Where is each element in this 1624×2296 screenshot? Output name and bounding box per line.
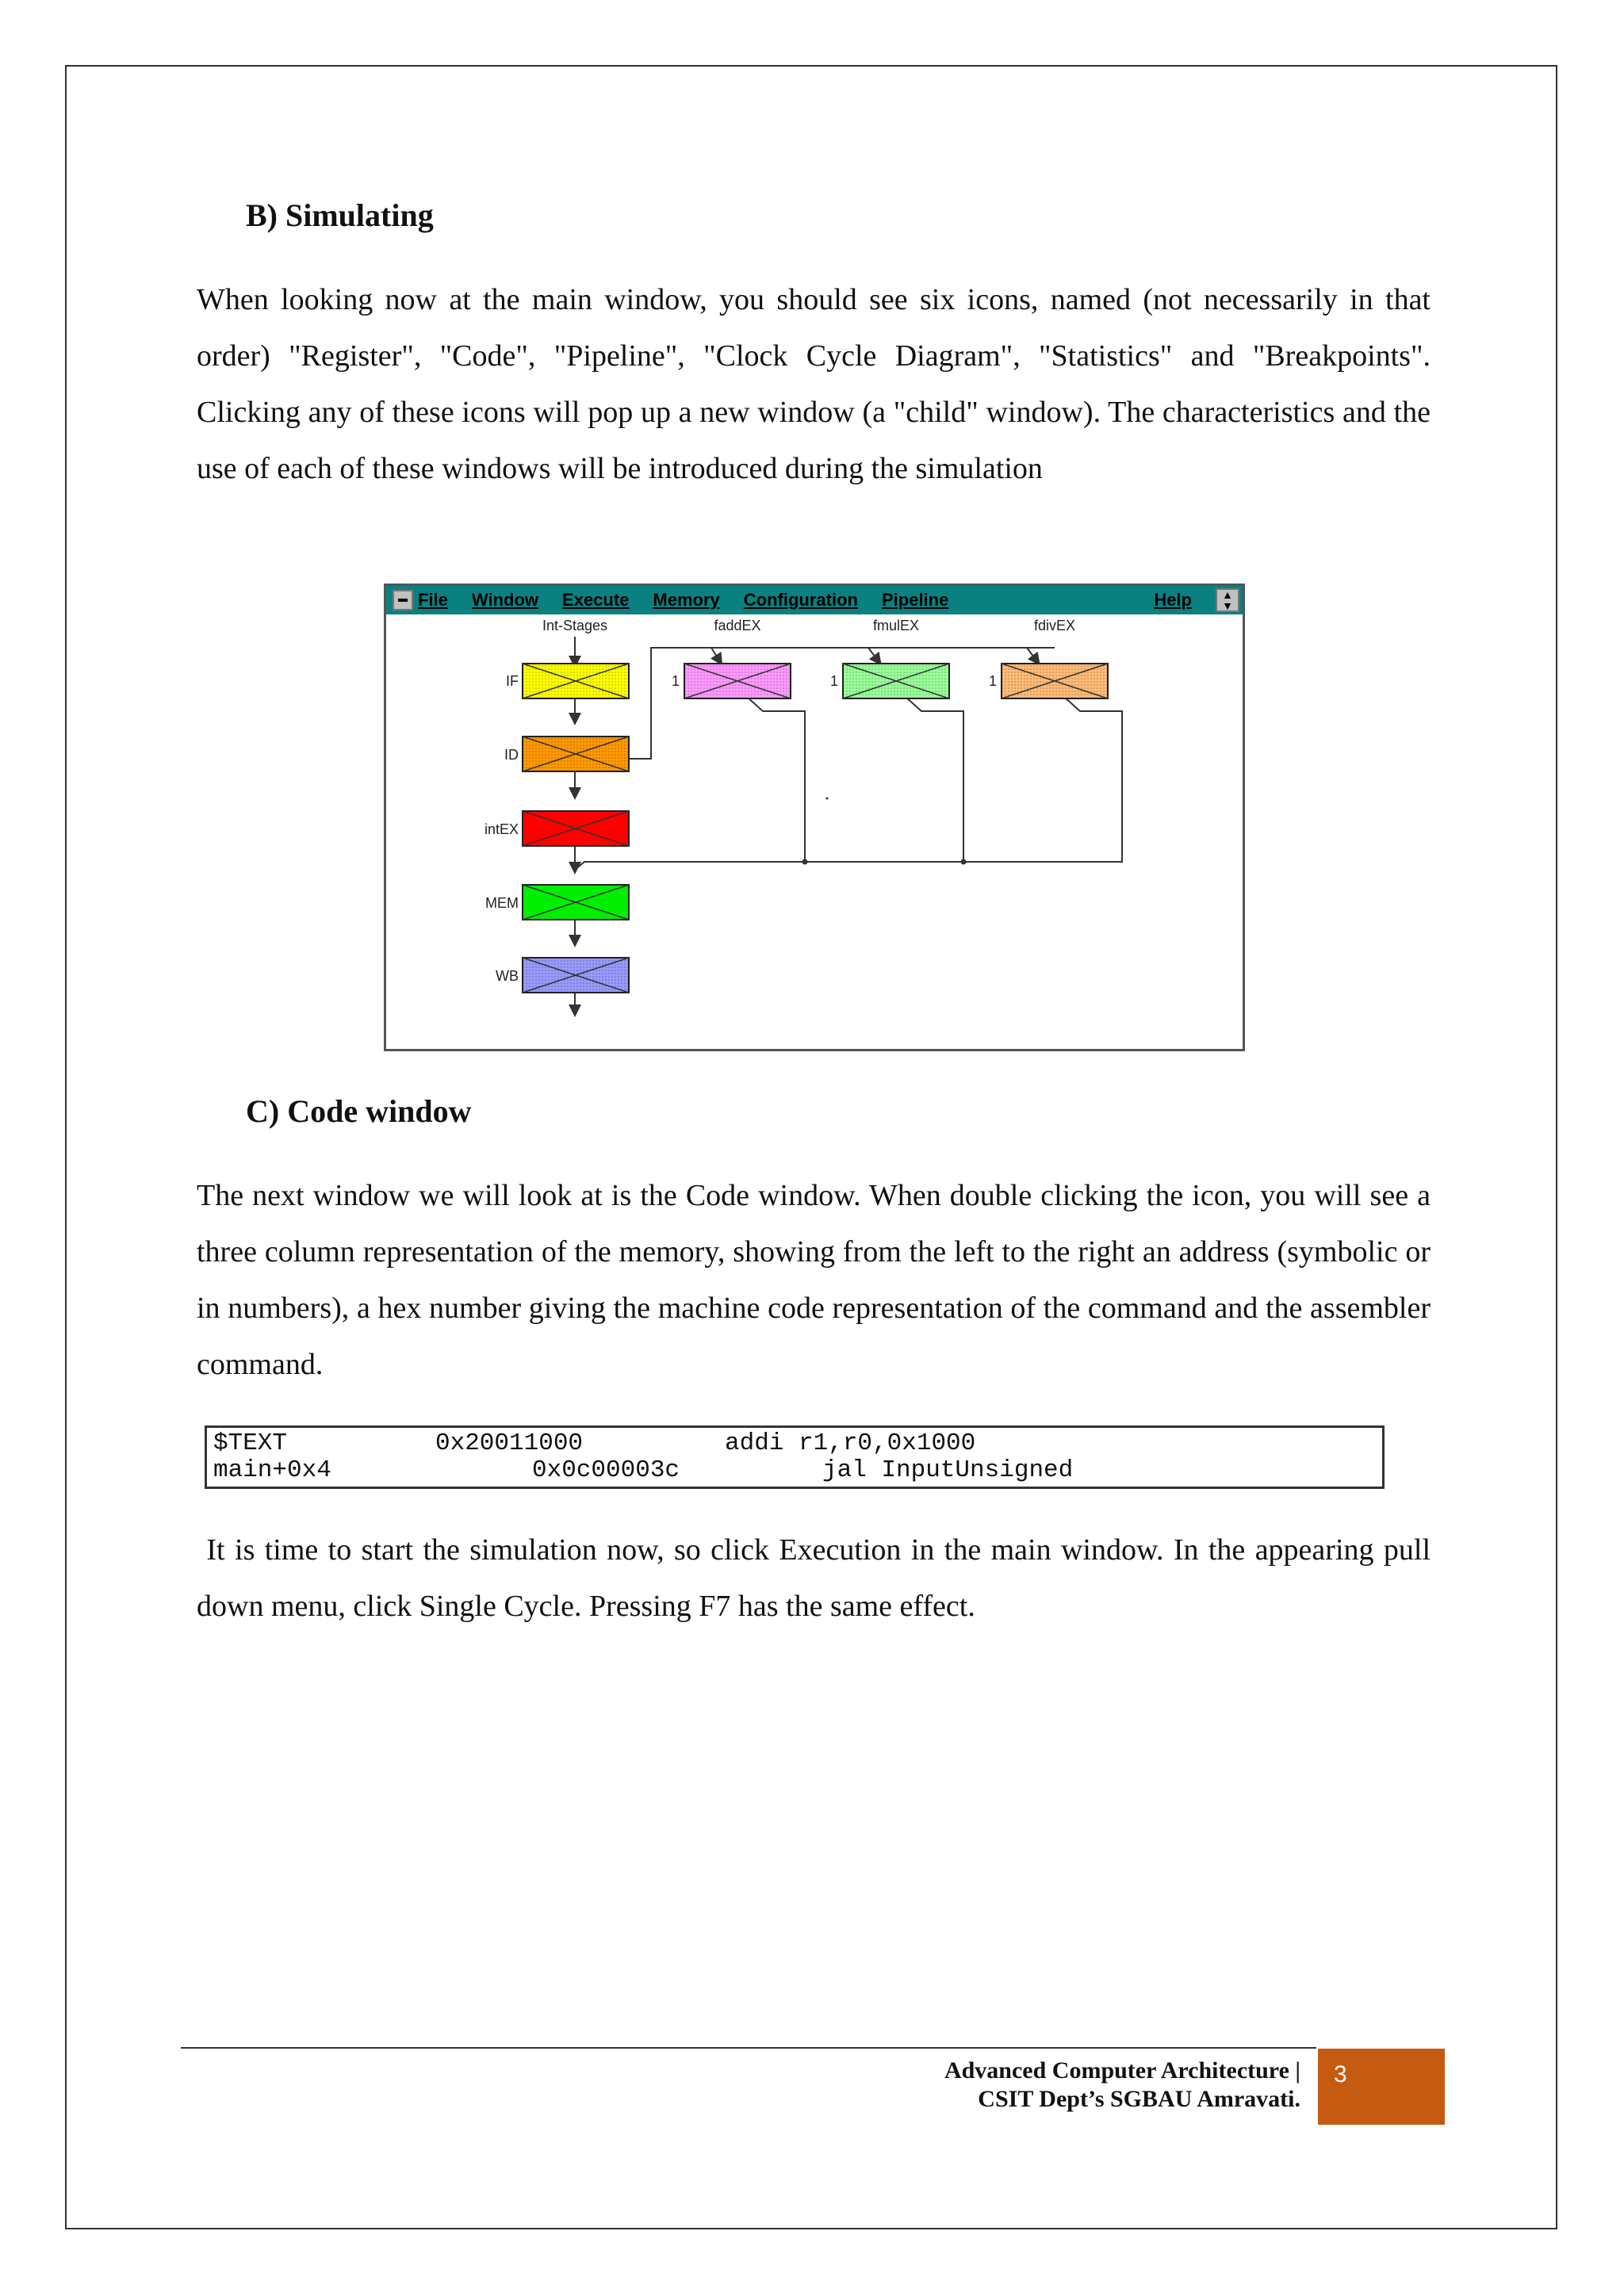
heading-simulating: B) Simulating (246, 197, 434, 233)
fadd-unit-count: 1 (672, 673, 680, 689)
menu-window[interactable]: Window (471, 590, 539, 610)
code-instruction: jal InputUnsigned (822, 1456, 1074, 1484)
page-number: 3 (1334, 2061, 1347, 2087)
label-id: ID (504, 747, 519, 763)
menu-file[interactable]: File (418, 590, 448, 610)
code-hex: 0x0c00003c (532, 1456, 680, 1484)
fdiv-unit-count: 1 (989, 673, 998, 689)
code-row[interactable] (213, 1430, 1371, 1457)
footer-department: CSIT Dept’s SGBAU Amravati. (978, 2086, 1300, 2112)
paragraph-simulating: When looking now at the main window, you should see six icons, named (not necessarily in that order) "Register", "Code", "Pipeline", "Clock Cycle Diagram", "Statistics" and "Breakpoints". Clicking any of these icons will pop up a new window (a "child" window). The characteristics and the use of each of these windows will be introduced during the simulation (197, 283, 1431, 485)
menu-execute[interactable]: Execute (562, 590, 630, 610)
stage-box-if (523, 664, 629, 698)
menu-pipeline[interactable]: Pipeline (881, 590, 949, 610)
fmul-unit-count: 1 (830, 673, 839, 689)
system-menu-icon[interactable] (393, 590, 413, 610)
restore-arrows-icon[interactable]: ▲ ▼ (1216, 588, 1239, 612)
stage-box-intex (523, 811, 629, 846)
label-wb: WB (496, 968, 519, 984)
label-fdivex: fdivEX (1033, 618, 1076, 633)
label-fmulex: fmulEX (872, 618, 920, 633)
code-hex: 0x20011000 (435, 1429, 584, 1457)
code-address: $TEXT (213, 1429, 288, 1457)
label-mem: MEM (485, 895, 519, 911)
label-faddex: faddEX (714, 618, 761, 633)
unit-box-faddex (684, 664, 791, 698)
code-listing (205, 1425, 1385, 1489)
stage-box-mem (523, 885, 629, 920)
pipeline-diagram (386, 614, 1243, 1049)
page-number-badge (1318, 2049, 1445, 2125)
heading-code-window: C) Code window (246, 1093, 472, 1129)
footer-divider (181, 2047, 1316, 2049)
code-instruction: addi r1,r0,0x1000 (725, 1429, 976, 1457)
stage-box-wb (523, 958, 629, 993)
label-if: IF (506, 673, 519, 689)
menu-configuration[interactable]: Configuration (743, 590, 858, 610)
menu-help[interactable]: Help (1154, 590, 1192, 610)
unit-box-fmulex (843, 664, 949, 698)
menu-memory[interactable]: Memory (653, 590, 720, 610)
stage-box-id (523, 737, 629, 771)
code-row[interactable] (213, 1457, 1371, 1484)
pipeline-window (384, 584, 1245, 1051)
menu-bar (386, 586, 1243, 614)
unit-box-fdivex (1002, 664, 1108, 698)
label-int-stages: Int-Stages (542, 618, 608, 633)
footer-text (944, 2057, 1300, 2114)
paragraph-code-window: The next window we will look at is the Code window. When double clicking the icon, you will see a three column representation of the memory, showing from the left to the right an address (symbolic or in numbers), a hex number giving the machine code representation of the command and the assembler command. (197, 1179, 1431, 1381)
paragraph-start-simulation: It is time to start the simulation now, so click Execution in the main window. In the appearing pull down menu, click Single Cycle. Pressing F7 has the same effect. (197, 1533, 1438, 1623)
footer-course: Advanced Computer Architecture | (944, 2057, 1300, 2084)
label-intex: intEX (484, 821, 519, 837)
code-address: main+0x4 (213, 1456, 331, 1484)
